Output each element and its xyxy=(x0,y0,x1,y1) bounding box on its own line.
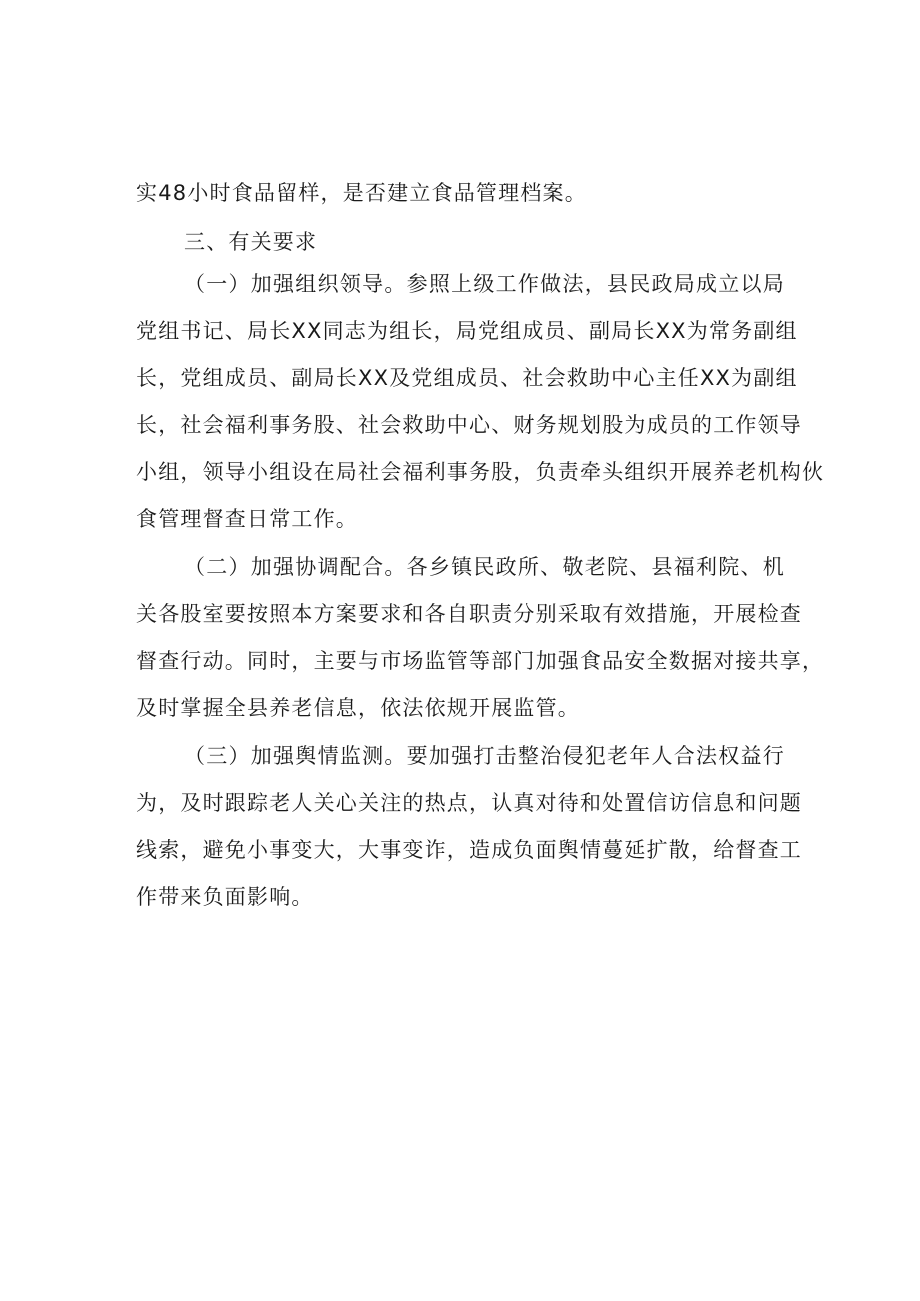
paragraph-1-line-6: 食管理督查日常工作。 xyxy=(136,507,358,531)
paragraph-1-line-2: 党组书记、局长XX同志为组长，局党组成员、副局长XX为常务副组 xyxy=(136,319,798,343)
paragraph-3-line-3: 线索，避免小事变大，大事变诈，造成负面舆情蔓延扩散，给督查工 xyxy=(136,838,802,862)
paragraph-1-line-4: 长，社会福利事务股、社会救助中心、财务规划股为成员的工作领导 xyxy=(136,413,802,437)
paragraph-3-line-4: 作带来负面影响。 xyxy=(136,885,314,909)
paragraph-2-line-1: （二）加强协调配合。各乡镇民政所、敬老院、县福利院、机 xyxy=(184,555,785,579)
paragraph-1-line-5: 小组，领导小组设在局社会福利事务股，负责牵头组织开展养老机构伙 xyxy=(136,460,825,484)
text-line-continuation: 实48小时食品留样，是否建立食品管理档案。 xyxy=(136,181,587,205)
paragraph-2-line-3: 督查行动。同时，主要与市场监管等部门加强食品安全数据对接共享， xyxy=(136,649,825,673)
paragraph-2-line-2: 关各股室要按照本方案要求和各自职责分别采取有效措施，开展检查 xyxy=(136,602,802,626)
paragraph-3-line-1: （三）加强舆情监测。要加强打击整治侵犯老年人合法权益行 xyxy=(184,744,785,768)
paragraph-1-line-1: （一）加强组织领导。参照上级工作做法，县民政局成立以局 xyxy=(184,272,785,296)
paragraph-3-line-2: 为，及时跟踪老人关心关注的热点，认真对待和处置信访信息和问题 xyxy=(136,791,802,815)
section-heading: 三、有关要求 xyxy=(184,230,318,254)
paragraph-2-line-4: 及时掌握全县养老信息，依法依规开展监管。 xyxy=(136,696,580,720)
paragraph-1-line-3: 长，党组成员、副局长XX及党组成员、社会救助中心主任XX为副组 xyxy=(136,366,798,390)
